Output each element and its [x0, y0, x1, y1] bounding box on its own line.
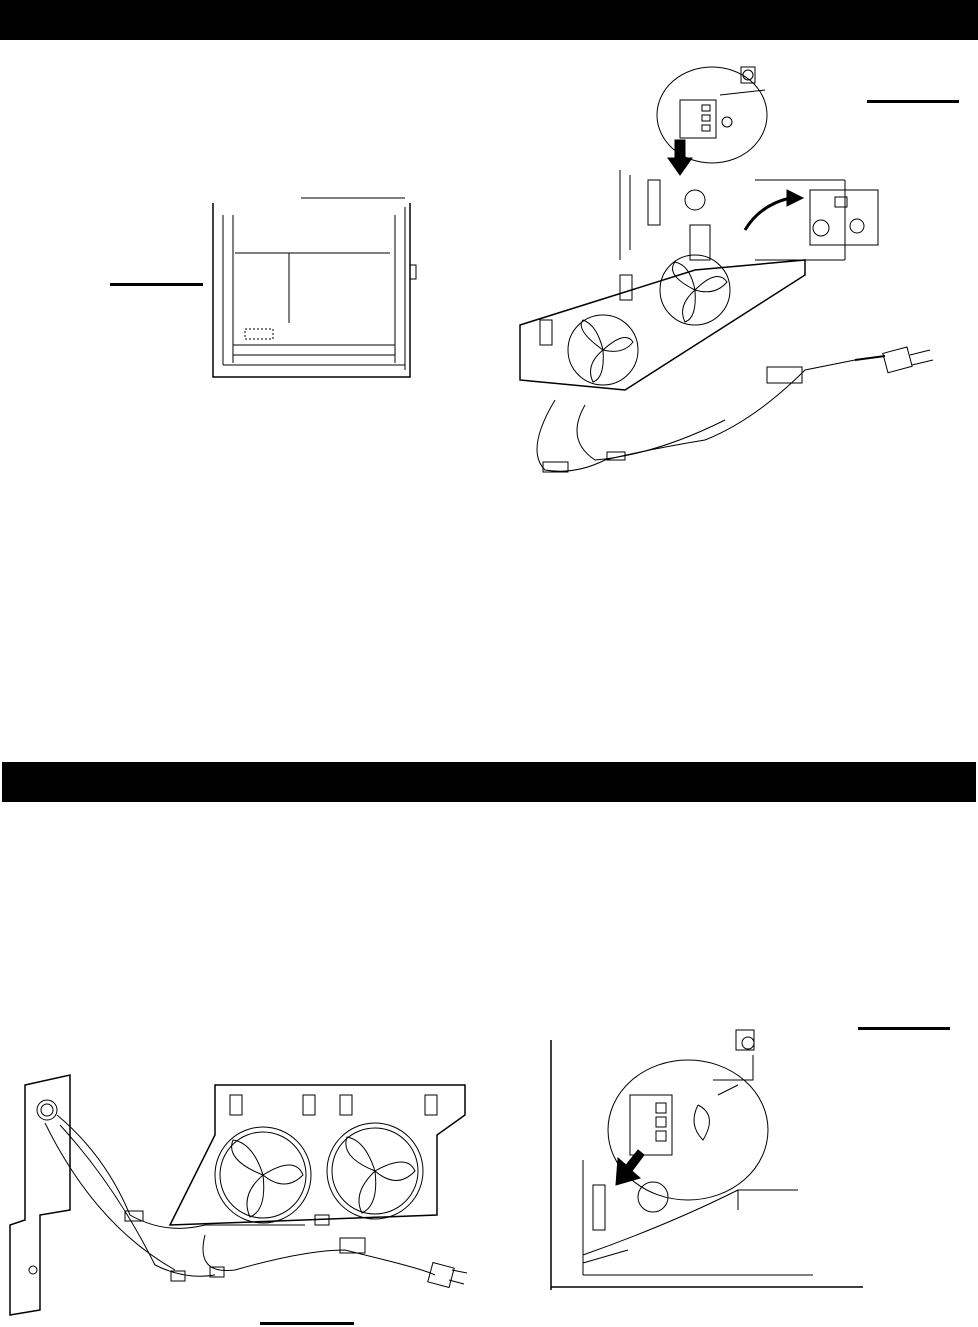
detail-magnifier-circle — [657, 67, 767, 163]
connector — [340, 1238, 365, 1253]
control-panel — [810, 190, 878, 245]
power-plug-icon — [428, 1262, 454, 1287]
thermostat-detail-illustration — [548, 1025, 868, 1295]
connector — [767, 367, 802, 383]
insert-arrow-icon — [668, 140, 692, 175]
rotate-arrow-icon — [745, 198, 790, 230]
figure-label-rule — [110, 283, 203, 286]
figure-label-rule — [260, 1322, 354, 1325]
section-header-bar-top — [0, 0, 978, 40]
figure-label-rule — [858, 1027, 950, 1030]
fan-kit-assembly-illustration — [5, 1075, 475, 1315]
fan-kit-installation-illustration — [505, 60, 950, 490]
section-header-bar-middle — [2, 762, 976, 802]
power-plug-icon — [855, 356, 885, 360]
thermostat-bracket — [10, 1075, 70, 1315]
oven-cavity-illustration — [205, 195, 420, 380]
